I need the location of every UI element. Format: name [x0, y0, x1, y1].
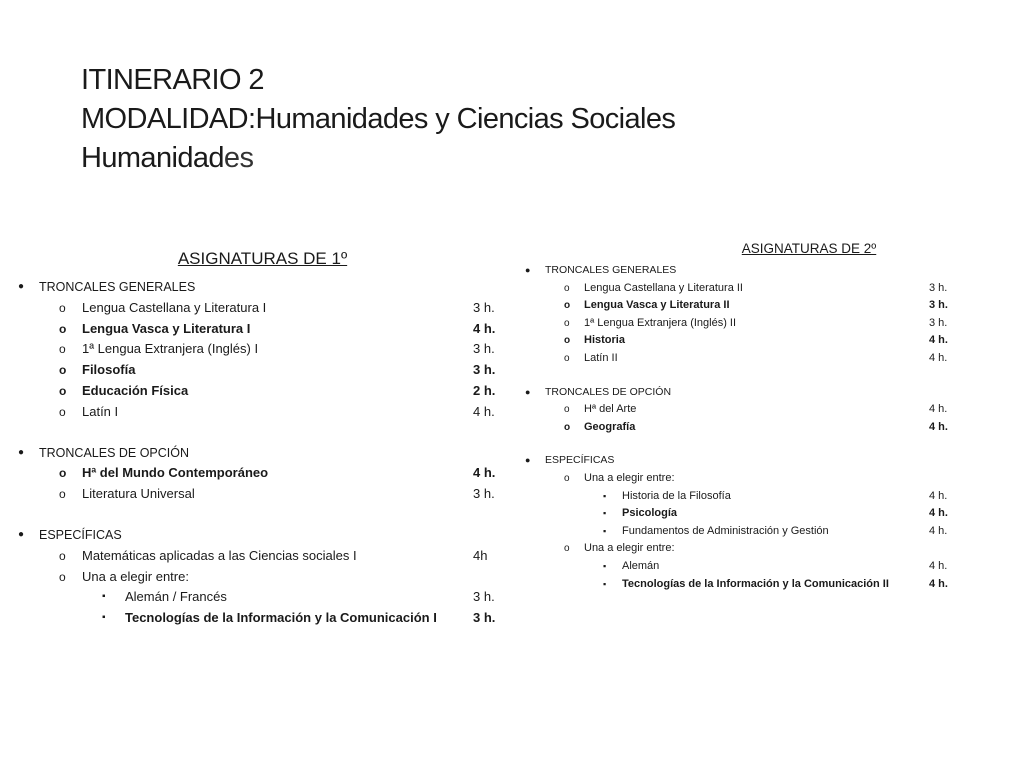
- subject-hours: 4 h.: [929, 507, 948, 520]
- circle-bullet-icon: o: [59, 342, 66, 357]
- circle-bullet-icon: o: [59, 487, 66, 502]
- circle-bullet-icon: o: [564, 404, 570, 416]
- subject-label: Latín II: [584, 351, 618, 364]
- first-year-heading: ASIGNATURAS DE 1º: [177, 249, 348, 268]
- circle-bullet-icon: o: [564, 317, 570, 329]
- subject-label: Lengua Vasca y Literatura II: [584, 299, 730, 312]
- circle-bullet-icon: o: [564, 543, 570, 555]
- subject-row: [0, 298, 505, 319]
- bullet-icon: ●: [18, 446, 25, 458]
- section-title: ESPECÍFICAS: [545, 454, 615, 467]
- subject-label: Historia: [584, 334, 625, 347]
- spacer: [519, 368, 959, 384]
- subject-row: [0, 319, 505, 340]
- section-title: TRONCALES GENERALES: [545, 264, 677, 276]
- section-troncales-generales: [0, 277, 505, 298]
- circle-bullet-icon: o: [564, 421, 571, 433]
- choice-row: [519, 470, 959, 488]
- subject-hours: 3 h.: [473, 610, 496, 626]
- choice-label: Una a elegir entre:: [584, 471, 675, 484]
- circle-bullet-icon: o: [59, 300, 66, 315]
- section-especificas: [519, 452, 959, 470]
- circle-bullet-icon: o: [564, 335, 571, 347]
- choice-label: Una a elegir entre:: [584, 542, 675, 555]
- first-year-subjects: [0, 249, 505, 629]
- section-title: ESPECÍFICAS: [39, 527, 122, 542]
- subject-row: [519, 401, 959, 419]
- section-especificas: [0, 525, 505, 546]
- subject-hours: 3 h.: [473, 486, 495, 502]
- subject-hours: 4 h.: [473, 465, 496, 481]
- subject-label: Matemáticas aplicadas a las Ciencias sociales I: [82, 547, 357, 563]
- subject-label: Lengua Castellana y Literatura I: [82, 299, 267, 315]
- subject-hours: 4 h.: [929, 334, 948, 347]
- choice-row: [519, 540, 959, 558]
- circle-bullet-icon: o: [59, 363, 67, 378]
- section-title: TRONCALES GENERALES: [39, 280, 196, 294]
- circle-bullet-icon: o: [59, 404, 66, 419]
- subject-hours: 3 h.: [929, 299, 948, 312]
- subject-label: Lengua Castellana y Literatura II: [584, 281, 743, 294]
- subject-row: [0, 484, 505, 505]
- bullet-icon: ●: [525, 455, 531, 466]
- bullet-icon: ●: [18, 281, 25, 292]
- square-bullet-icon: ▪: [102, 591, 106, 603]
- subject-row: [519, 350, 959, 368]
- square-bullet-icon: ▪: [603, 508, 607, 519]
- subject-label: 1ª Lengua Extranjera (Inglés) I: [82, 341, 259, 357]
- subject-row: [519, 558, 959, 576]
- square-bullet-icon: ▪: [603, 490, 607, 501]
- subject-label: Latín I: [82, 403, 119, 419]
- subject-row: [0, 339, 505, 360]
- subject-hours: 4 h.: [929, 559, 948, 572]
- section-troncales-generales: [519, 262, 959, 280]
- subject-row: [519, 280, 959, 298]
- subject-hours: 4 h.: [929, 420, 948, 433]
- subject-row: [0, 360, 505, 381]
- subject-hours: 3 h.: [929, 316, 948, 329]
- choice-row: [0, 567, 505, 588]
- subject-hours: 4h: [473, 547, 488, 563]
- bullet-icon: ●: [525, 386, 531, 397]
- subject-hours: 4 h.: [473, 320, 496, 336]
- subject-label: Filosofía: [82, 362, 136, 378]
- circle-bullet-icon: o: [59, 569, 66, 584]
- second-year-heading: ASIGNATURAS DE 2º: [741, 241, 877, 256]
- subject-hours: 2 h.: [473, 382, 496, 398]
- section-title: TRONCALES DE OPCIÓN: [39, 445, 190, 460]
- circle-bullet-icon: o: [564, 282, 570, 294]
- subject-label: Hª del Arte: [584, 403, 637, 416]
- square-bullet-icon: ▪: [603, 578, 607, 589]
- title-line3-main: Humanidad: [81, 142, 224, 174]
- section-title: TRONCALES DE OPCIÓN: [545, 385, 672, 398]
- subject-row: [519, 332, 959, 350]
- subject-label: Geografía: [584, 420, 636, 433]
- subject-hours: 4 h.: [929, 524, 948, 537]
- second-year-subjects: [519, 241, 959, 593]
- subject-row: [519, 523, 959, 541]
- subject-row: [519, 315, 959, 333]
- subject-row: [519, 576, 959, 594]
- circle-bullet-icon: o: [564, 300, 571, 312]
- section-troncales-opcion: [0, 443, 505, 464]
- subject-row: [519, 297, 959, 315]
- subject-label: Educación Física: [82, 382, 189, 398]
- title-line-modalidad: MODALIDAD:Humanidades y Ciencias Sociales: [81, 103, 676, 135]
- subject-row: [0, 463, 505, 484]
- subject-row: [0, 587, 505, 608]
- subject-label: Alemán: [622, 559, 660, 572]
- bullet-icon: ●: [525, 265, 531, 275]
- subject-row: [0, 381, 505, 402]
- bullet-icon: ●: [18, 528, 25, 540]
- circle-bullet-icon: o: [59, 548, 66, 563]
- subject-hours: 4 h.: [929, 577, 948, 590]
- subject-hours: 4 h.: [929, 351, 948, 364]
- subject-label: Fundamentos de Administración y Gestión: [622, 524, 829, 537]
- subject-row: [0, 608, 505, 629]
- slide-title: [81, 61, 675, 178]
- subject-row: [519, 505, 959, 523]
- subject-label: Literatura Universal: [82, 486, 195, 502]
- subject-label: Historia de la Filosofía: [622, 489, 731, 502]
- subject-hours: 3 h.: [473, 362, 496, 378]
- section-troncales-opcion: [519, 384, 959, 402]
- subject-row: [519, 419, 959, 437]
- subject-label: Hª del Mundo Contemporáneo: [82, 465, 269, 481]
- choice-label: Una a elegir entre:: [82, 568, 189, 584]
- spacer: [519, 436, 959, 452]
- spacer: [0, 505, 505, 525]
- title-line-itinerario: ITINERARIO 2: [81, 64, 264, 96]
- subject-row: [0, 402, 505, 423]
- subject-hours: 3 h.: [929, 281, 948, 294]
- subject-hours: 3 h.: [473, 299, 495, 315]
- circle-bullet-icon: o: [59, 466, 67, 481]
- subject-hours: 3 h.: [473, 589, 495, 605]
- title-line-humanidades: [81, 139, 675, 178]
- circle-bullet-icon: o: [564, 352, 570, 364]
- circle-bullet-icon: o: [59, 321, 67, 336]
- subject-hours: 3 h.: [473, 341, 495, 357]
- subject-hours: 4 h.: [473, 403, 495, 419]
- square-bullet-icon: ▪: [603, 525, 607, 536]
- circle-bullet-icon: o: [59, 383, 67, 398]
- subject-label: Alemán / Francés: [125, 589, 227, 605]
- subject-label: Tecnologías de la Información y la Comunicación II: [622, 577, 889, 590]
- subject-label: 1ª Lengua Extranjera (Inglés) II: [584, 316, 737, 329]
- subject-label: Psicología: [622, 507, 678, 520]
- square-bullet-icon: ▪: [603, 560, 607, 571]
- circle-bullet-icon: o: [564, 472, 570, 484]
- spacer: [0, 423, 505, 443]
- subject-row: [519, 488, 959, 506]
- subject-label: Tecnologías de la Información y la Comunicación I: [125, 610, 437, 626]
- subject-label: Lengua Vasca y Literatura I: [82, 320, 251, 336]
- square-bullet-icon: ▪: [102, 612, 106, 624]
- subject-row: [0, 546, 505, 567]
- subject-hours: 4 h.: [929, 489, 948, 502]
- subject-hours: 4 h.: [929, 403, 948, 416]
- title-line3-suffix: es: [223, 142, 254, 174]
